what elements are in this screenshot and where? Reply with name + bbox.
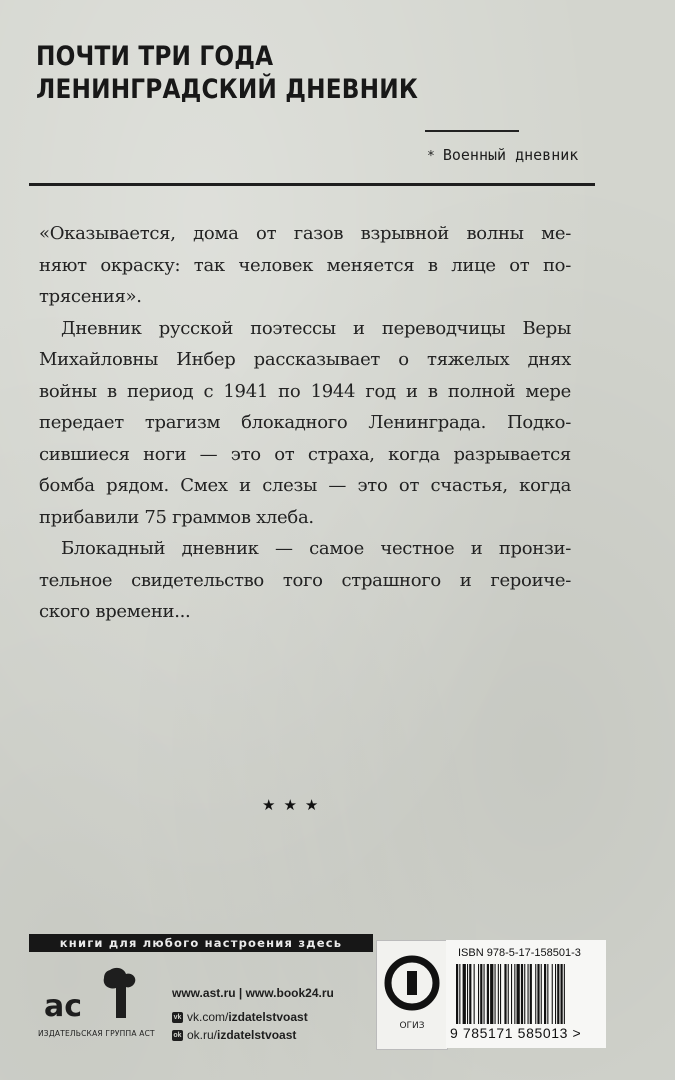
barcode-bar xyxy=(498,964,499,1024)
ogiz-logo xyxy=(376,940,448,1050)
asterisk-icon: * xyxy=(427,149,435,164)
text-line: трясения». xyxy=(39,286,142,307)
barcode-bar xyxy=(504,964,506,1024)
header-divider xyxy=(29,183,595,186)
text-line: «Оказывается, дома от газов взрывной волны ме- xyxy=(39,223,571,244)
barcode-digits: 9 785171 585013 > xyxy=(450,1025,582,1041)
section-stars: ★★★ xyxy=(262,796,327,814)
text-line: прибавили 75 граммов хлеба. xyxy=(39,506,314,528)
barcode-bar xyxy=(541,964,542,1024)
barcode-bar xyxy=(528,964,529,1024)
barcode-bar xyxy=(474,964,475,1024)
ok-icon: ok xyxy=(173,1031,182,1039)
barcode-bar xyxy=(561,964,563,1024)
barcode-bar xyxy=(544,964,546,1024)
barcode-bar xyxy=(555,964,556,1024)
ogiz-emblem-icon xyxy=(377,941,447,1021)
publisher-caption: ИЗДАТЕЛЬСКАЯ ГРУППА АСТ xyxy=(38,1029,155,1038)
barcode-bar xyxy=(478,964,479,1024)
isbn-number: ISBN 978-5-17-158501-3 xyxy=(458,947,581,959)
text-line: ского времени... xyxy=(39,601,191,622)
barcode-bar xyxy=(514,964,515,1024)
barcode-bar xyxy=(535,964,536,1024)
barcode-bar xyxy=(537,964,539,1024)
annotation-text xyxy=(39,218,571,628)
book-title xyxy=(36,40,418,106)
series-label xyxy=(427,146,578,164)
barcode-bar xyxy=(490,964,493,1024)
barcode-bar xyxy=(524,964,525,1024)
barcode-bar xyxy=(467,964,468,1024)
barcode-bar xyxy=(508,964,509,1024)
barcode-bar xyxy=(480,964,482,1024)
barcode-bar xyxy=(547,964,548,1024)
isbn-barcode xyxy=(446,940,606,1048)
vk-link[interactable] xyxy=(172,1010,308,1024)
text-line: тельное свидетельство того страшного и героиче- xyxy=(39,569,571,591)
text-line: бомба рядом. Смех и слезы — это от счастья, когда xyxy=(39,475,571,496)
ok-prefix: ok.ru/ xyxy=(187,1028,218,1042)
barcode-bar xyxy=(456,964,458,1024)
barcode-bar xyxy=(463,964,466,1024)
vk-handle: izdatelstvoast xyxy=(228,1010,308,1024)
barcode-bar xyxy=(500,964,501,1024)
text-line: Дневник русской поэтессы и переводчицы Веры xyxy=(61,317,571,339)
barcode-bar xyxy=(484,964,485,1024)
series-text: Военный дневник xyxy=(442,146,579,164)
barcode-bar xyxy=(552,964,553,1024)
ok-link[interactable] xyxy=(172,1028,296,1042)
series-rule xyxy=(425,130,519,132)
barcode-bar xyxy=(459,964,460,1024)
barcode-bar xyxy=(469,964,471,1024)
barcode-bar xyxy=(511,964,512,1024)
text-line: войны в период с 1941 по 1944 год и в полной мере xyxy=(39,380,571,402)
text-line: няют окраску: так человек меняется в лице от по- xyxy=(39,254,571,276)
text-line: передает трагизм блокадного Ленинграда. Подко- xyxy=(39,412,571,433)
barcode-bar xyxy=(517,964,520,1024)
barcode-bar xyxy=(564,964,565,1024)
ogiz-caption: ОГИЗ xyxy=(399,1021,425,1031)
barcode-bar xyxy=(487,964,489,1024)
ok-handle: izdatelstvoast xyxy=(217,1028,297,1042)
barcode-bar xyxy=(557,964,559,1024)
ast-logo-icon xyxy=(40,964,150,1028)
publisher-websites[interactable]: www.ast.ru | www.book24.ru xyxy=(172,986,334,1000)
text-line: Блокадный дневник — самое честное и пронзи- xyxy=(61,538,571,559)
vk-prefix: vk.com/ xyxy=(187,1010,229,1024)
title-line-1: ПОЧТИ ТРИ ГОДА xyxy=(36,41,274,72)
barcode-bar xyxy=(530,964,532,1024)
text-line: Михайловны Инбер рассказывает о тяжелых днях xyxy=(39,349,571,370)
barcode-bar xyxy=(521,964,523,1024)
svg-text:ас: ас xyxy=(44,989,83,1024)
tagline-banner: книги для любого настроения здесь xyxy=(29,934,373,952)
vk-icon: vk xyxy=(173,1013,182,1021)
title-line-2: ЛЕНИНГРАДСКИЙ ДНЕВНИК xyxy=(36,74,419,105)
barcode-bar xyxy=(495,964,496,1024)
text-line: сившиеся ноги — это от страха, когда разрывается xyxy=(39,443,571,465)
barcode-bars xyxy=(456,964,604,1026)
